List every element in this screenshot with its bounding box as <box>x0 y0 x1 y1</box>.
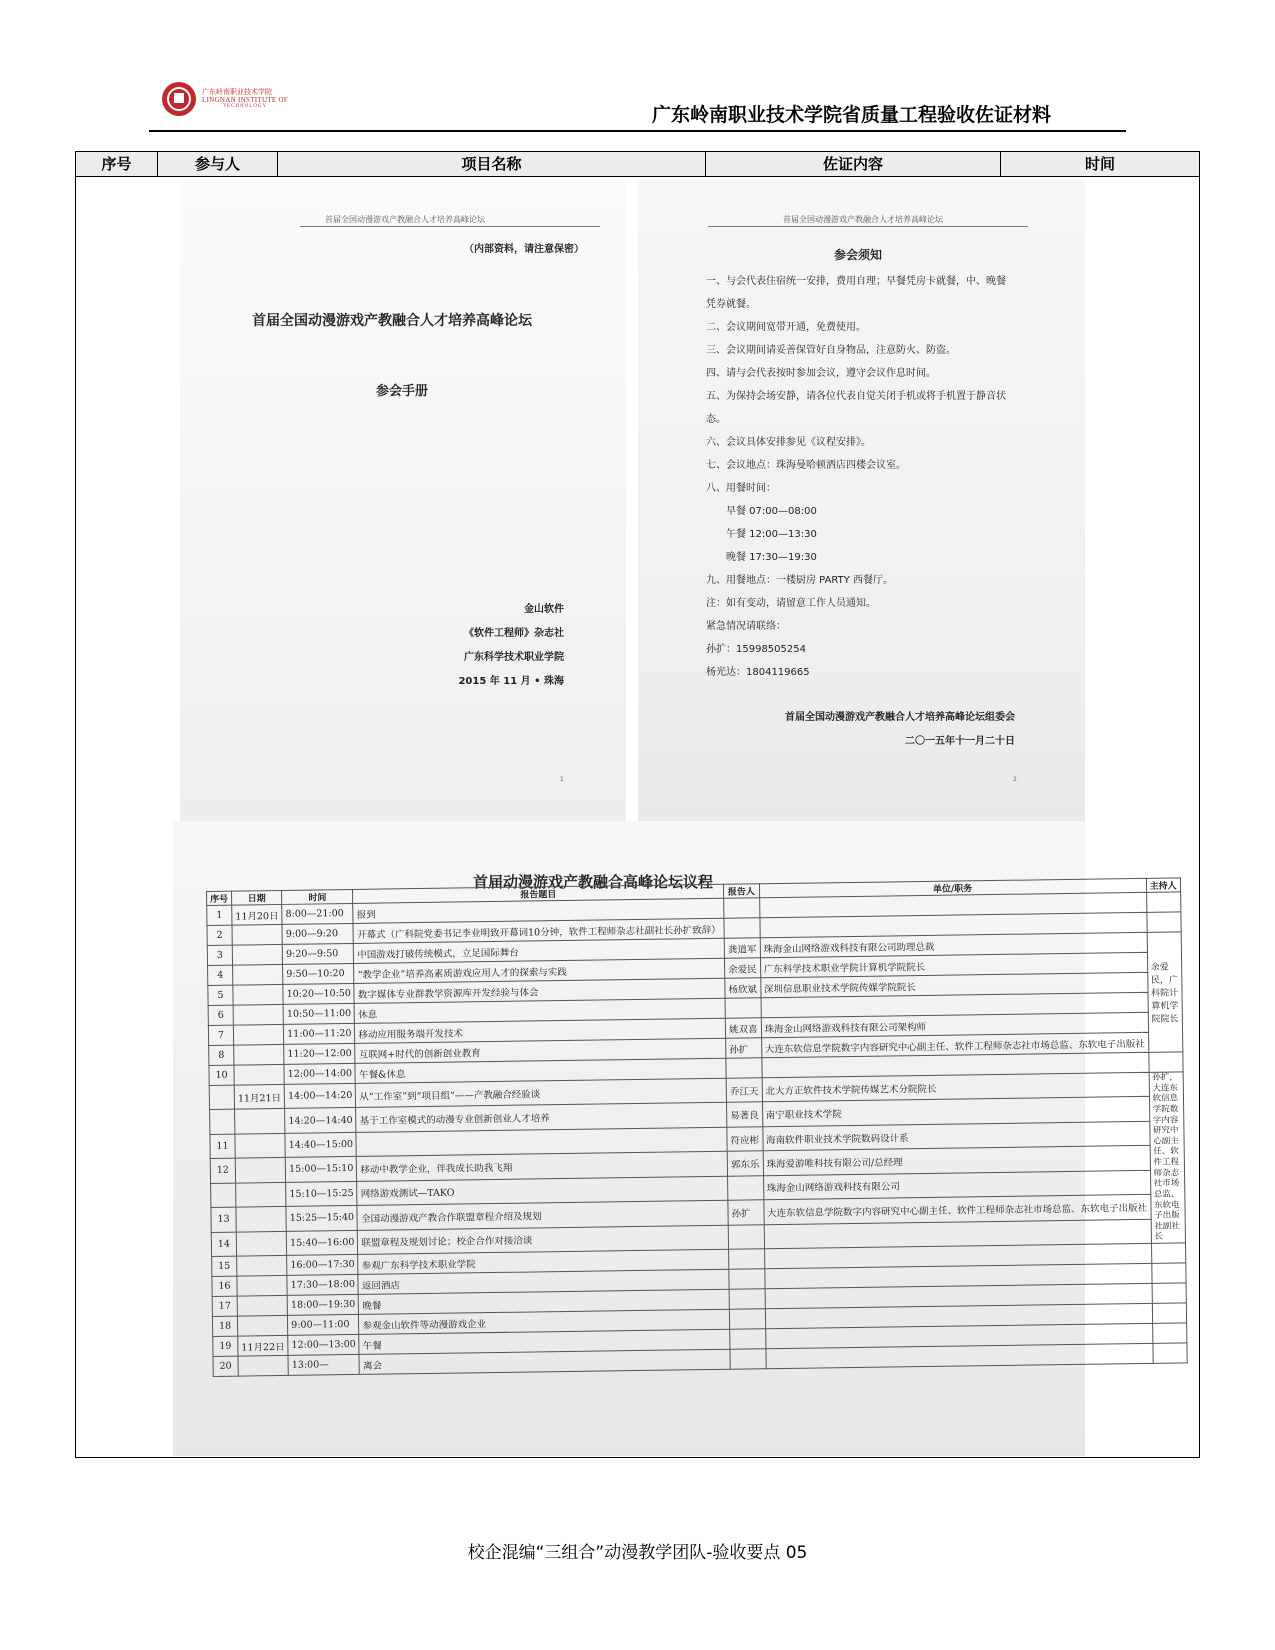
cover-organizer: 《软件工程师》杂志社 <box>464 628 564 639</box>
agenda-cell: 15:40—16:00 <box>286 1230 358 1255</box>
agenda-col-number: 序号 <box>207 891 232 905</box>
agenda-cell <box>211 1183 236 1208</box>
agenda-cell <box>237 1315 287 1336</box>
agenda-cell <box>209 1085 234 1110</box>
agenda-cell: 孙扩 <box>728 1200 764 1225</box>
agenda-cell: 午餐 <box>359 1329 730 1354</box>
agenda-cell: 从“工作室”到“项目组”——产教融合经验谈 <box>356 1078 727 1108</box>
agenda-cell <box>1148 1052 1182 1072</box>
agenda-host-morning: 余爱民，广科院计算机学院院长 <box>1147 932 1183 1052</box>
agenda-cell: 2 <box>207 925 232 945</box>
agenda-cell <box>1152 1303 1186 1323</box>
agenda-cell: 7 <box>208 1025 233 1045</box>
agenda-cell <box>234 1064 284 1085</box>
notice-line: 八、用餐时间： <box>706 483 776 494</box>
col-header-participant: 参与人 <box>158 152 278 176</box>
cover-organizer: 广东科学技术职业学院 <box>464 652 564 663</box>
agenda-cell: 基于工作室模式的动漫专业创新创业人才培养 <box>356 1103 727 1133</box>
agenda-cell: 8 <box>209 1045 234 1065</box>
agenda-cell <box>728 1224 764 1249</box>
agenda-cell <box>1151 1243 1185 1263</box>
agenda-col-topic: 报告题目 <box>353 884 724 903</box>
cover-page-number: 1 <box>560 776 564 783</box>
agenda-cell: 10 <box>209 1065 234 1085</box>
notice-line: 孙扩：15998505254 <box>706 644 806 655</box>
agenda-cell: 大连东软信息学院数字内容研究中心副主任、软件工程师杂志社市场总监、东软电子出版社 <box>761 1032 1148 1057</box>
notice-line: 五、为保持会场安静，请各位代表自觉关闭手机或将手机置于静音状 <box>706 391 1006 402</box>
agenda-cell <box>730 1349 766 1369</box>
agenda-cell: 15 <box>212 1256 237 1276</box>
notice-line: 九、用餐地点：一楼厨房 PARTY 西餐厅。 <box>706 575 894 586</box>
agenda-cell <box>238 1355 288 1376</box>
agenda-cell: 珠海爱游唯科技有限公司/总经理 <box>763 1146 1150 1176</box>
agenda-cell: 北大方正软件技术学院传媒艺术分院院长 <box>762 1072 1149 1102</box>
photo-forum-agenda <box>173 821 1180 1456</box>
notice-line: 六、会议具体安排参见《议程安排》。 <box>706 437 871 448</box>
agenda-cell: 返回酒店 <box>358 1269 729 1294</box>
agenda-cell: 符应彬 <box>727 1127 763 1152</box>
agenda-cell: 杨欣斌 <box>725 978 761 998</box>
agenda-cell: 12:00—13:00 <box>288 1334 360 1355</box>
agenda-cell: 11:20—12:00 <box>284 1043 356 1064</box>
agenda-cell: 余爱民 <box>725 958 761 978</box>
agenda-cell <box>1151 1263 1185 1283</box>
agenda-cell: 6 <box>208 1005 233 1025</box>
agenda-cell: 乔江天 <box>726 1078 762 1103</box>
notice-signature-org: 首届全国动漫游戏产教融合人才培养高峰论坛组委会 <box>785 712 1015 723</box>
evidence-table-header <box>76 152 1199 177</box>
agenda-cell: 14:40—15:00 <box>285 1132 357 1157</box>
agenda-cell: 11月22日 <box>238 1335 288 1356</box>
notice-line: 杨光达：1804119665 <box>706 667 810 678</box>
agenda-cell: 3 <box>207 945 232 965</box>
agenda-cell: 8:00—21:00 <box>282 903 354 924</box>
agenda-cell: 易著良 <box>727 1102 763 1127</box>
agenda-cell <box>1152 1323 1186 1343</box>
agenda-col-unit: 单位/职务 <box>759 878 1146 897</box>
agenda-title: 首届动漫游戏产教融合高峰论坛议程 <box>473 873 714 891</box>
agenda-cell <box>728 1175 764 1200</box>
agenda-cell: 珠海金山网络游戏科技有限公司助理总裁 <box>760 932 1147 957</box>
agenda-cell: 网络游戏测试—TAKO <box>357 1176 728 1206</box>
col-header-evidence: 佐证内容 <box>706 152 1001 176</box>
agenda-cell: 孙扩 <box>726 1038 762 1058</box>
notice-line: 七、会议地点：珠海曼哈顿酒店四楼会议室。 <box>706 460 906 471</box>
agenda-cell: 19 <box>213 1336 238 1356</box>
notice-line: 凭券就餐。 <box>706 299 756 310</box>
agenda-cell: 9:00—11:00 <box>288 1314 360 1335</box>
agenda-col-host: 主持人 <box>1146 878 1180 892</box>
agenda-cell: 18:00—19:30 <box>287 1294 359 1315</box>
notice-signature-date: 二〇一五年十一月二十日 <box>905 736 1015 747</box>
college-seal-icon <box>162 82 196 116</box>
agenda-col-time: 时间 <box>282 889 353 904</box>
agenda-cell: 广东科学技术职业学院计算机学院院长 <box>760 952 1147 977</box>
agenda-col-date: 日期 <box>232 890 282 905</box>
notice-line: 三、会议期间请妥善保管好自身物品，注意防火、防盗。 <box>706 345 956 356</box>
agenda-cell: 18 <box>212 1316 237 1336</box>
agenda-cell <box>1146 892 1180 912</box>
agenda-cell <box>1153 1343 1187 1363</box>
agenda-cell <box>729 1249 765 1269</box>
cover-date: 2015 年 11 月 • 珠海 <box>458 676 564 687</box>
agenda-cell: 12:00—14:00 <box>284 1063 356 1084</box>
agenda-cell <box>233 964 283 985</box>
agenda-cell: 11月20日 <box>232 904 282 925</box>
agenda-cell: 报到 <box>353 898 724 923</box>
col-header-time: 时间 <box>1084 155 1115 173</box>
agenda-cell <box>729 1309 765 1329</box>
agenda-cell: 15:00—15:10 <box>285 1157 357 1182</box>
agenda-cell: 9:50—10:20 <box>283 963 355 984</box>
notice-line: 态。 <box>706 414 726 425</box>
agenda-cell <box>232 924 282 945</box>
notice-line: 四、请与会代表按时参加会议，遵守会议作息时间。 <box>706 368 936 379</box>
college-logo <box>162 82 288 116</box>
header-divider <box>149 130 1126 132</box>
notice-running-header: 首届全国动漫游戏产教融合人才培养高峰论坛 <box>783 215 943 224</box>
agenda-cell: 参观金山软件等动漫游戏企业 <box>359 1309 730 1334</box>
agenda-cell: 离会 <box>359 1349 730 1374</box>
notice-line: 二、会议期间宽带开通，免费使用。 <box>706 322 866 333</box>
agenda-cell: 11 <box>210 1134 235 1159</box>
agenda-cell: 开幕式（广科院党委书记李业明致开幕词10分钟，软件工程师杂志社副社长孙扩致辞） <box>353 918 724 943</box>
notice-line: 早餐 07:00—08:00 <box>726 506 817 517</box>
agenda-cell: 姚双喜 <box>725 1018 761 1038</box>
agenda-cell: 全国动漫游戏产教合作联盟章程介绍及规划 <box>357 1200 728 1230</box>
col-header-project: 项目名称 <box>278 152 706 176</box>
agenda-cell <box>210 1110 235 1135</box>
agenda-cell: 17 <box>212 1296 237 1316</box>
agenda-cell <box>729 1289 765 1309</box>
agenda-cell <box>237 1275 287 1296</box>
agenda-col-speaker: 报告人 <box>724 884 760 898</box>
agenda-cell: 15:25—15:40 <box>286 1206 358 1231</box>
agenda-cell: 1 <box>207 905 232 925</box>
agenda-cell: 14 <box>211 1232 236 1257</box>
cover-organizer: 金山软件 <box>524 604 564 615</box>
agenda-cell <box>232 944 282 965</box>
agenda-cell: 移动应用服务端开发技术 <box>355 1018 726 1043</box>
agenda-cell <box>236 1182 287 1207</box>
col-header-number: 序号 <box>76 152 158 176</box>
agenda-cell: 15:10—15:25 <box>286 1181 358 1206</box>
agenda-cell <box>235 1158 286 1183</box>
notice-page-number: 2 <box>1013 776 1017 783</box>
agenda-cell: 14:20—14:40 <box>285 1108 357 1133</box>
page-footer: 校企混编“三组合”动漫教学团队-验收要点 05 <box>467 1543 808 1563</box>
agenda-cell <box>1146 912 1180 932</box>
agenda-cell: 13 <box>211 1207 236 1232</box>
agenda-cell: 10:20—10:50 <box>283 983 355 1004</box>
logo-en2-text: TECHNOLOGY <box>222 104 268 110</box>
agenda-cell: 中国游戏打破传统模式，立足国际舞台 <box>354 938 725 963</box>
agenda-cell <box>237 1295 287 1316</box>
agenda-cell: 大连东软信息学院数字内容研究中心副主任、软件工程师杂志社市场总监、东软电子出版社 <box>763 1194 1150 1224</box>
agenda-cell: 4 <box>208 965 233 985</box>
agenda-cell: 龚道军 <box>724 938 760 958</box>
agenda-cell <box>235 1133 286 1158</box>
cover-subtitle: 参会手册 <box>376 384 429 399</box>
agenda-cell <box>233 984 283 1005</box>
agenda-table <box>206 877 1187 1377</box>
photo-handbook-cover <box>180 180 626 821</box>
agenda-cell: 珠海金山网络游戏科技有限公司架构师 <box>761 1012 1148 1037</box>
agenda-cell: 9:00—9:20 <box>282 923 354 944</box>
agenda-cell: 9:20—9:50 <box>282 943 354 964</box>
agenda-cell: 海南软件职业技术学院数码设计系 <box>762 1121 1149 1151</box>
agenda-cell <box>730 1329 766 1349</box>
agenda-cell: 11月21日 <box>234 1084 285 1109</box>
agenda-cell: 11:00—11:20 <box>284 1023 356 1044</box>
agenda-cell: 深圳信息职业技术学院传媒学院院长 <box>760 972 1147 997</box>
notice-line: 注：如有变动，请留意工作人员通知。 <box>706 598 876 609</box>
agenda-cell: 联盟章程及规划讨论；校企合作对接洽谈 <box>358 1225 729 1255</box>
photo-attendee-notice <box>638 180 1085 821</box>
agenda-cell: 晚餐 <box>359 1289 730 1314</box>
agenda-cell <box>725 998 761 1018</box>
agenda-cell: 南宁职业技术学院 <box>762 1097 1149 1127</box>
notice-title: 参会须知 <box>834 248 883 262</box>
cover-running-header: 首届全国动漫游戏产教融合人才培养高峰论坛 <box>325 215 485 224</box>
notice-line: 紧急情况请联络： <box>706 621 786 632</box>
document-header-title: 广东岭南职业技术学院省质量工程验收佐证材料 <box>652 104 1052 126</box>
agenda-cell: 5 <box>208 985 233 1005</box>
agenda-cell <box>724 918 760 938</box>
agenda-cell: 互联网+时代的创新创业教育 <box>355 1038 726 1063</box>
logo-cn-text: 广东岭南职业技术学院 <box>202 88 272 97</box>
agenda-cell <box>235 1109 286 1134</box>
agenda-cell: “教学企业”培养高素质游戏应用人才的探索与实践 <box>354 958 725 983</box>
notice-line: 晚餐 17:30—19:30 <box>726 552 817 563</box>
agenda-cell <box>234 1044 284 1065</box>
agenda-cell: 12 <box>210 1158 235 1183</box>
agenda-cell: 10:50—11:00 <box>283 1003 355 1024</box>
agenda-cell: 16:00—17:30 <box>287 1254 359 1275</box>
agenda-cell: 郭东乐 <box>727 1151 763 1176</box>
agenda-cell: 20 <box>213 1356 238 1376</box>
agenda-cell <box>726 1058 762 1078</box>
agenda-cell: 午餐&休息 <box>355 1058 726 1083</box>
agenda-cell: 17:30—18:00 <box>287 1274 359 1295</box>
agenda-cell: 16 <box>212 1276 237 1296</box>
agenda-host-afternoon: 孙扩，大连东软信息学院数字内容研究中心副主任、软件工程师杂志社市场总监、东软电子出版社副社长 <box>1149 1072 1185 1243</box>
agenda-cell: 休息 <box>355 998 726 1023</box>
agenda-cell: 珠海金山网络游戏科技有限公司 <box>763 1170 1150 1200</box>
notice-line: 一、与会代表住宿统一安排，费用自理；早餐凭房卡就餐，中、晚餐 <box>706 276 1006 287</box>
agenda-cell <box>236 1207 287 1232</box>
agenda-cell: 14:00—14:20 <box>284 1083 356 1108</box>
agenda-cell <box>729 1269 765 1289</box>
agenda-cell: 数字媒体专业群教学资源库开发经验与体会 <box>354 978 725 1003</box>
cover-confidential-note: （内部资料，请注意保密） <box>464 244 584 255</box>
logo-en-text: LINGNAN INSTITUTE OF <box>202 96 289 105</box>
agenda-cell: 移动中教学企业，伴我成长助我飞翔 <box>357 1152 728 1182</box>
agenda-cell: 13:00— <box>288 1354 360 1375</box>
agenda-cell <box>233 1024 283 1045</box>
notice-line: 午餐 12:00—13:30 <box>726 529 817 540</box>
agenda-cell <box>724 898 760 918</box>
agenda-cell <box>236 1231 287 1256</box>
cover-title: 首届全国动漫游戏产教融合人才培养高峰论坛 <box>252 313 532 329</box>
agenda-cell: 参观广东科学技术职业学院 <box>358 1249 729 1274</box>
agenda-cell <box>1152 1283 1186 1303</box>
agenda-cell <box>233 1004 283 1025</box>
agenda-cell <box>237 1255 287 1276</box>
